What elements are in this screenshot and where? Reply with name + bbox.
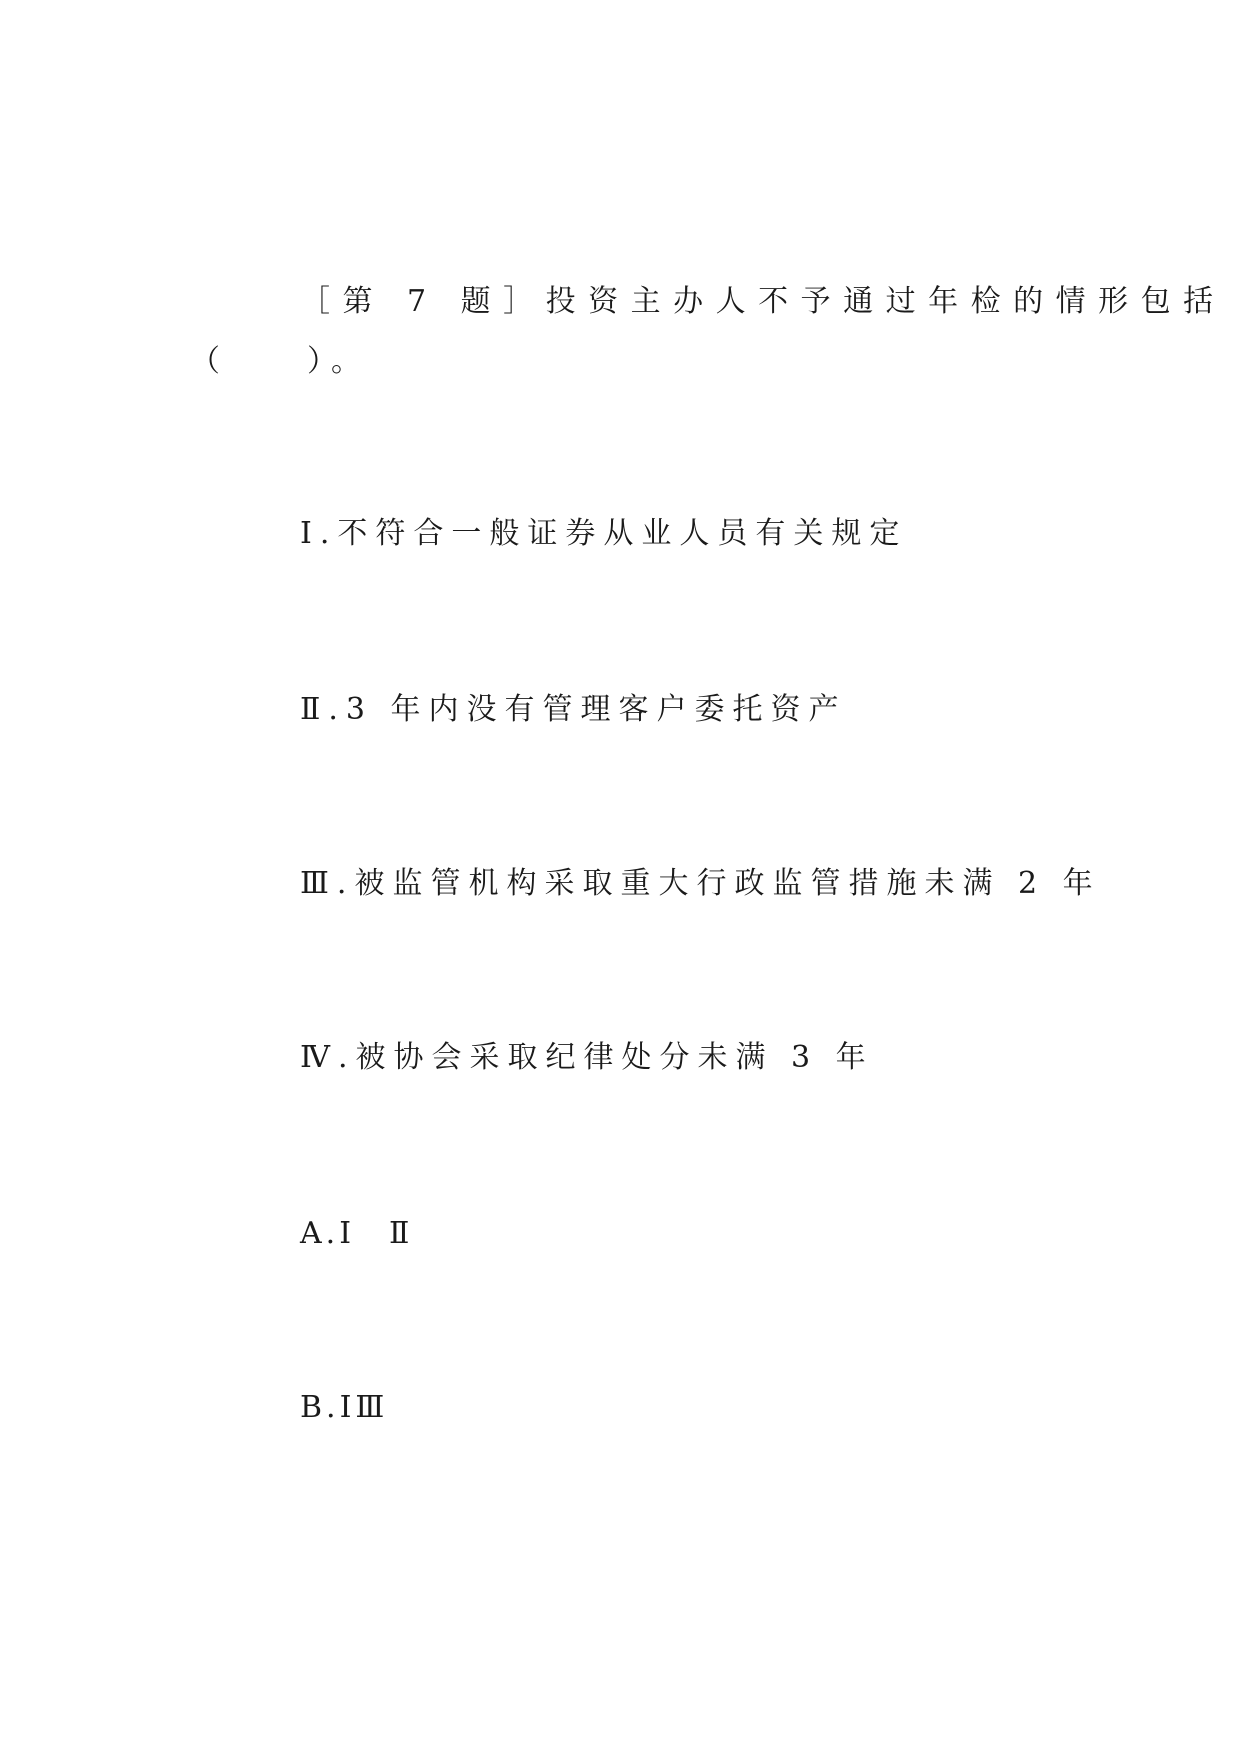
question-text-line-2: （ ）。 — [190, 344, 370, 379]
question-text-line-1: ［第 7 题］投资主办人不予通过年检的情形包括 — [300, 284, 1226, 319]
statement-1: Ⅰ.不符合一般证券从业人员有关规定 — [300, 516, 908, 551]
option-a: A.Ⅰ Ⅱ — [300, 1216, 414, 1251]
statement-2: Ⅱ.3 年内没有管理客户委托资产 — [300, 692, 847, 727]
statement-3: Ⅲ.被监管机构采取重大行政监管措施未满 2 年 — [300, 866, 1101, 901]
statement-4: Ⅳ.被协会采取纪律处分未满 3 年 — [300, 1040, 874, 1075]
option-b: B.ⅠⅢ — [300, 1390, 389, 1425]
